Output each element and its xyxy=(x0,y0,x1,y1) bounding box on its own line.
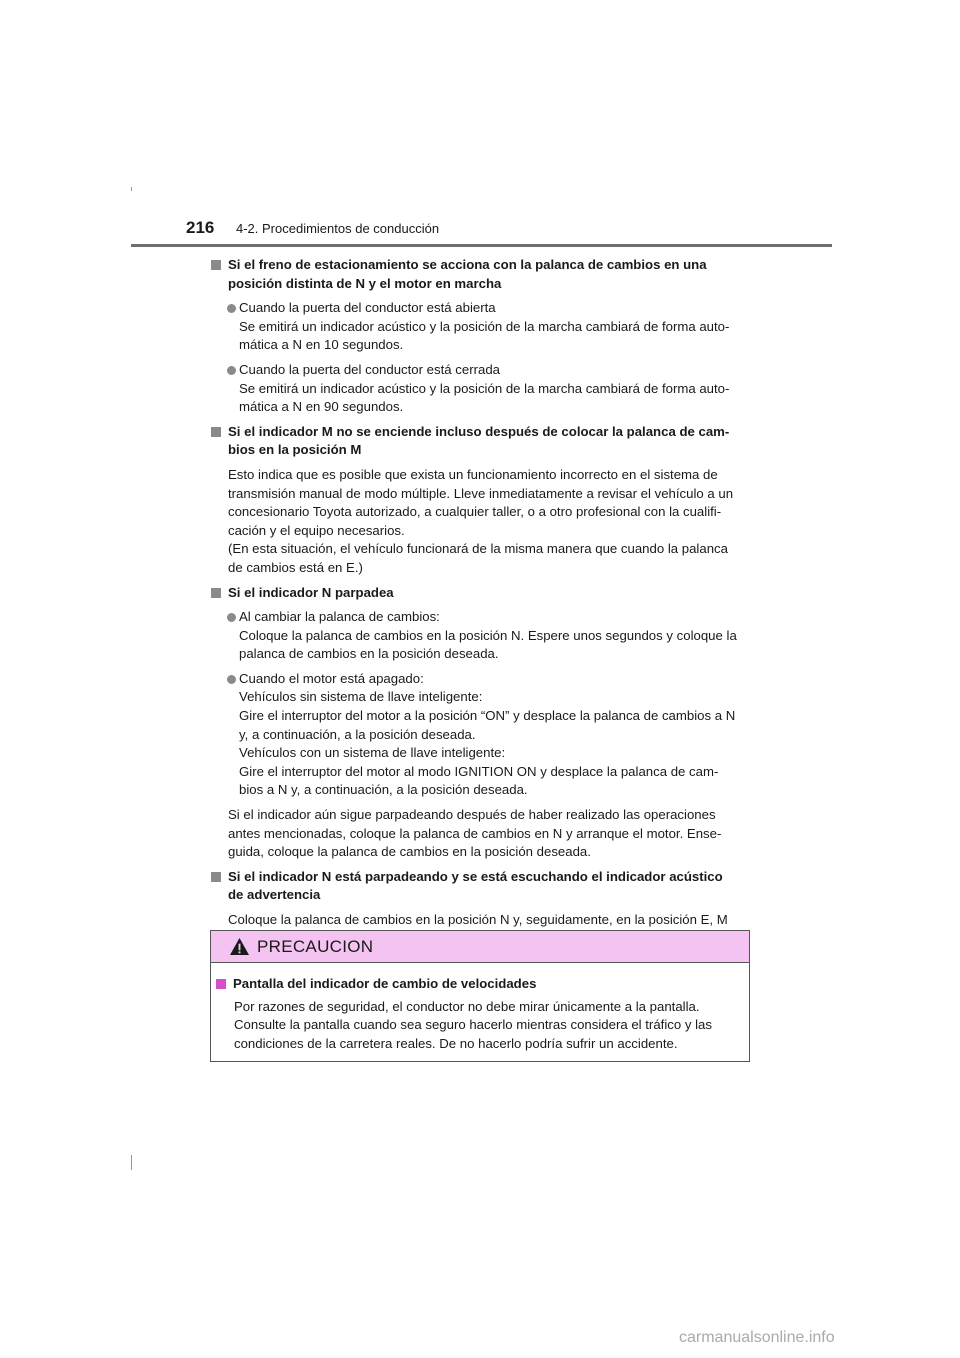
paragraph-line: de cambios está en E.) xyxy=(228,559,363,575)
caution-box xyxy=(210,930,750,1062)
heading-line: Si el freno de estacionamiento se acciona con la palanca de cambios en una xyxy=(228,257,707,272)
paragraph-line: Si el indicador aún sigue parpadeando después de haber realizado las operaciones xyxy=(228,807,716,823)
heading-line: Pantalla del indicador de cambio de velocidades xyxy=(233,976,537,991)
heading-indicator-n-flashing xyxy=(211,584,752,603)
bullet-line: Gire el interruptor del motor al modo IGNITION ON y desplace la palanca de cam- xyxy=(239,763,719,779)
heading-indicator-m xyxy=(211,423,752,460)
paragraph-line: Consulte la pantalla cuando sea seguro hacerlo mientras considera el tráfico y las xyxy=(234,1017,712,1033)
paragraph-line: Esto indica que es posible que exista un funcionamiento incorrecto en el sistema de xyxy=(228,466,718,482)
watermark: carmanualsonline.info xyxy=(679,1329,835,1346)
bullet-dot-icon xyxy=(227,675,236,684)
bullet-door-open xyxy=(211,299,752,355)
bullet-line: mática a N en 10 segundos. xyxy=(239,337,404,353)
heading-square-icon xyxy=(211,872,221,882)
bullet-line: bios a N y, a continuación, a la posición deseada. xyxy=(239,782,528,798)
heading-line: de advertencia xyxy=(228,887,321,903)
paragraph-indicator-n xyxy=(211,806,752,862)
main-content xyxy=(211,256,752,948)
bullet-line: Gire el interruptor del motor a la posición “ON” y desplace la palanca de cambios a N xyxy=(239,708,736,724)
section-title: 4-2. Procedimientos de conducción xyxy=(236,221,440,236)
heading-square-icon xyxy=(216,979,226,989)
bullet-dot-icon xyxy=(227,366,236,375)
paragraph-line: cación y el equipo necesarios. xyxy=(228,522,405,538)
paragraph-line: guida, coloque la palanca de cambios en la posición deseada. xyxy=(228,844,591,860)
bullet-engine-off xyxy=(211,670,752,800)
paragraph-indicator-m xyxy=(211,466,752,578)
paragraph-line: antes mencionadas, coloque la palanca de cambios en N y arranque el motor. Ense- xyxy=(228,825,722,841)
caution-paragraph xyxy=(216,998,739,1054)
bullet-line: Vehículos sin sistema de llave inteligente: xyxy=(239,689,483,705)
bullet-door-closed xyxy=(211,361,752,417)
bullet-dot-icon xyxy=(227,304,236,313)
paragraph-line: condiciones de la carretera reales. De no hacerlo podría sufrir un accidente. xyxy=(234,1035,678,1051)
heading-square-icon xyxy=(211,588,221,598)
page-number: 216 xyxy=(186,218,215,237)
bullet-line: Al cambiar la palanca de cambios: xyxy=(239,609,440,625)
paragraph-line: (En esta situación, el vehículo funcionará de la misma manera que cuando la palanca xyxy=(228,541,728,557)
paragraph-line: Por razones de seguridad, el conductor no debe mirar únicamente a la pantalla. xyxy=(234,998,700,1014)
crop-mark-top xyxy=(131,187,132,191)
heading-square-icon xyxy=(211,260,221,270)
caution-body xyxy=(211,963,749,1053)
bullet-line: Se emitirá un indicador acústico y la posición de la marcha cambiará de forma auto- xyxy=(239,318,730,334)
bullet-line: Se emitirá un indicador acústico y la posición de la marcha cambiará de forma auto- xyxy=(239,380,730,396)
paragraph-line: concesionario Toyota autorizado, a cualquier taller, o a otro profesional con la cualifi- xyxy=(228,504,722,520)
header-rule xyxy=(131,244,832,247)
bullet-line: Coloque la palanca de cambios en la posición N. Espere unos segundos y coloque la xyxy=(239,627,737,643)
bullet-line: mática a N en 90 segundos. xyxy=(239,399,404,415)
heading-line: bios en la posición M xyxy=(228,442,362,458)
heading-parking-brake xyxy=(211,256,752,293)
paragraph-line: transmisión manual de modo múltiple. Lleve inmediatamente a revisar el vehículo a un xyxy=(228,485,734,501)
crop-mark-bottom xyxy=(131,1155,132,1170)
bullet-line: palanca de cambios en la posición deseada. xyxy=(239,646,499,662)
bullet-line: y, a continuación, a la posición deseada. xyxy=(239,726,476,742)
bullet-shifting xyxy=(211,608,752,664)
heading-line: Si el indicador N está parpadeando y se está escuchando el indicador acústico xyxy=(228,868,723,884)
bullet-dot-icon xyxy=(227,613,236,622)
heading-line: posición distinta de N y el motor en marcha xyxy=(228,275,502,291)
heading-line: Si el indicador N parpadea xyxy=(228,584,394,600)
caution-header xyxy=(211,931,749,963)
heading-indicator-n-buzzer xyxy=(211,868,752,905)
paragraph-line: Coloque la palanca de cambios en la posición N y, seguidamente, en la posición E, M xyxy=(228,912,728,927)
heading-line: Si el indicador M no se enciende incluso después de colocar la palanca de cam- xyxy=(228,423,730,439)
bullet-line: Cuando el motor está apagado: xyxy=(239,670,424,686)
caution-title: PRECAUCION xyxy=(257,936,374,956)
bullet-line: Vehículos con un sistema de llave inteligente: xyxy=(239,745,506,761)
heading-square-icon xyxy=(211,427,221,437)
caution-heading xyxy=(216,975,739,994)
warning-triangle-icon xyxy=(229,937,250,956)
bullet-line: Cuando la puerta del conductor está abierta xyxy=(239,300,496,316)
bullet-line: Cuando la puerta del conductor está cerrada xyxy=(239,361,500,377)
